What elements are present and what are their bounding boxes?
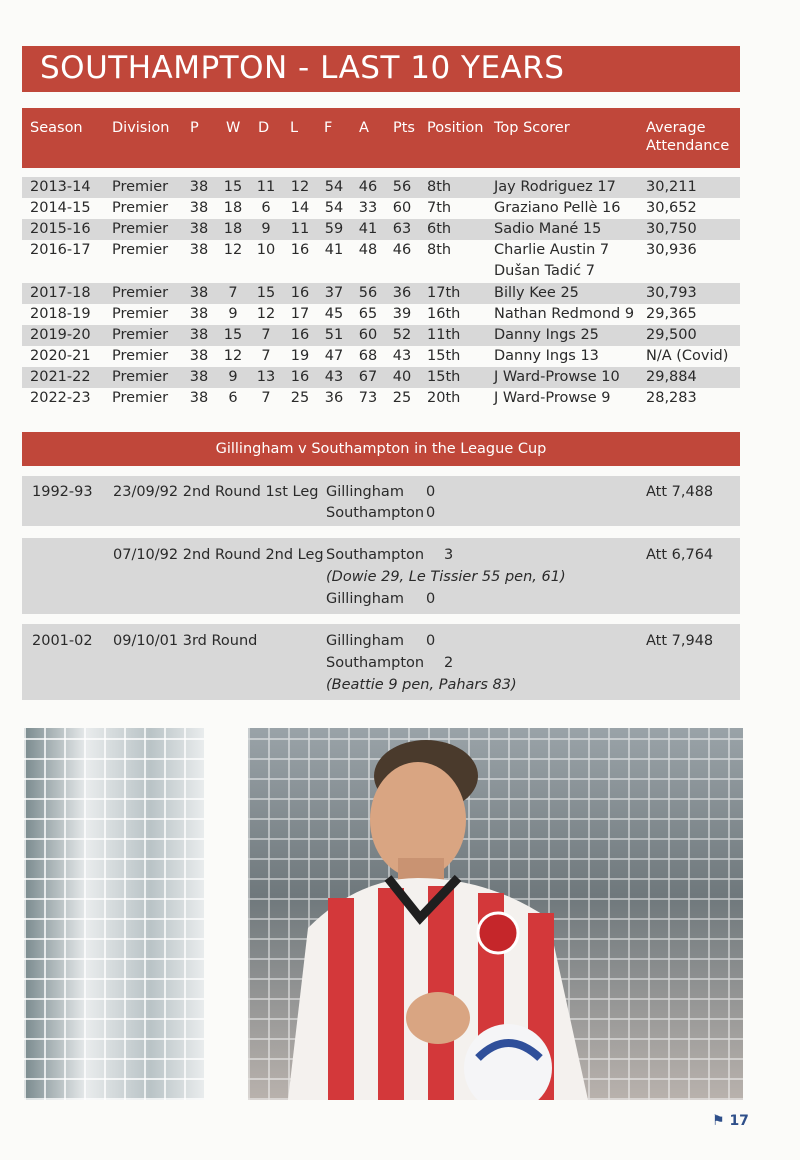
table-row xyxy=(22,367,740,388)
header-pts: Pts xyxy=(393,120,415,136)
cell-season: 2018-19 xyxy=(30,306,91,322)
cell-f: 43 xyxy=(324,369,344,385)
cell-scorer: J Ward-Prowse 9 xyxy=(494,390,611,406)
header-w: W xyxy=(226,120,241,136)
cup-team1: Southampton xyxy=(326,547,425,563)
player-figure xyxy=(248,728,743,1100)
cell-position: 20th xyxy=(427,390,461,406)
cell-season: 2019-20 xyxy=(30,327,91,343)
table-row xyxy=(22,219,740,240)
header-top-scorer: Top Scorer xyxy=(494,120,570,136)
cell-season: 2014-15 xyxy=(30,200,91,216)
cell-division: Premier xyxy=(112,221,169,237)
cell-p: 38 xyxy=(189,179,209,195)
cell-position: 6th xyxy=(427,221,452,237)
cell-d: 9 xyxy=(261,221,271,237)
cell-d: 10 xyxy=(256,242,276,258)
cell-attendance: 30,936 xyxy=(646,242,697,258)
cup-attendance: Att 7,488 xyxy=(646,484,714,500)
cell-d: 7 xyxy=(261,390,271,406)
cell-l: 17 xyxy=(290,306,310,322)
cell-p: 38 xyxy=(189,285,209,301)
cell-a: 67 xyxy=(358,369,378,385)
cell-position: 8th xyxy=(427,242,452,258)
cup-score2: 0 xyxy=(426,591,436,607)
cell-scorer: J Ward-Prowse 10 xyxy=(494,369,620,385)
cell-scorer: Danny Ings 13 xyxy=(494,348,599,364)
cell-a: 65 xyxy=(358,306,378,322)
cell-f: 51 xyxy=(324,327,344,343)
header-position: Position xyxy=(427,120,484,136)
cell-d: 11 xyxy=(256,179,276,195)
cell-l: 16 xyxy=(290,285,310,301)
header-season: Season xyxy=(30,120,83,136)
cell-attendance: 29,884 xyxy=(646,369,697,385)
player-celebration-photo xyxy=(248,728,743,1100)
cell-l: 25 xyxy=(290,390,310,406)
cup-date-round: 07/10/92 2nd Round 2nd Leg xyxy=(113,547,324,563)
cell-season: 2016-17 xyxy=(30,242,91,258)
cell-f: 36 xyxy=(324,390,344,406)
cup-score2: 2 xyxy=(444,655,454,671)
cell-w: 7 xyxy=(228,285,238,301)
cell-position: 15th xyxy=(427,369,461,385)
cell-division: Premier xyxy=(112,327,169,343)
cup-score1: 3 xyxy=(444,547,454,563)
cup-match-3 xyxy=(22,624,740,700)
cell-d: 15 xyxy=(256,285,276,301)
cell-division: Premier xyxy=(112,348,169,364)
cell-a: 68 xyxy=(358,348,378,364)
cell-division: Premier xyxy=(112,390,169,406)
cell-season: 2022-23 xyxy=(30,390,91,406)
cell-f: 54 xyxy=(324,200,344,216)
cell-position: 11th xyxy=(427,327,461,343)
cell-p: 38 xyxy=(189,242,209,258)
league-cup-title: Gillingham v Southampton in the League Cup xyxy=(215,441,547,457)
cell-division: Premier xyxy=(112,200,169,216)
page-number: ⚑ 17 xyxy=(712,1113,749,1129)
cell-w: 12 xyxy=(223,348,243,364)
cell-pts: 25 xyxy=(392,390,412,406)
cell-a: 73 xyxy=(358,390,378,406)
cell-attendance: 28,283 xyxy=(646,390,697,406)
header-l: L xyxy=(290,120,299,136)
cup-attendance: Att 6,764 xyxy=(646,547,714,563)
cell-p: 38 xyxy=(189,221,209,237)
cell-scorer: Jay Rodriguez 17 xyxy=(494,179,616,195)
cup-team1: Gillingham xyxy=(326,633,404,649)
cell-l: 16 xyxy=(290,242,310,258)
cell-d: 12 xyxy=(256,306,276,322)
cell-d: 13 xyxy=(256,369,276,385)
cup-team2: Gillingham xyxy=(326,591,404,607)
cell-p: 38 xyxy=(189,369,209,385)
cup-team2: Southampton xyxy=(326,655,425,671)
cell-attendance: N/A (Covid) xyxy=(646,348,729,364)
cup-match-2 xyxy=(22,538,740,614)
cell-pts: 60 xyxy=(392,200,412,216)
cell-scorer: Charlie Austin 7 xyxy=(494,242,610,258)
cup-attendance: Att 7,948 xyxy=(646,633,714,649)
header-attendance-line2: Attendance xyxy=(646,138,730,154)
cell-position: 7th xyxy=(427,200,452,216)
cell-pts: 56 xyxy=(392,179,412,195)
cell-position: 17th xyxy=(427,285,461,301)
cup-score1: 0 xyxy=(426,484,436,500)
cell-attendance: 30,793 xyxy=(646,285,697,301)
cell-w: 6 xyxy=(228,390,238,406)
header-d: D xyxy=(258,120,270,136)
cell-attendance: 30,750 xyxy=(646,221,697,237)
goal-net-photo xyxy=(24,728,204,1100)
cell-l: 16 xyxy=(290,327,310,343)
cell-d: 6 xyxy=(261,200,271,216)
header-attendance-line1: Average xyxy=(646,120,706,136)
cell-season: 2021-22 xyxy=(30,369,91,385)
cell-position: 8th xyxy=(427,179,452,195)
cell-l: 11 xyxy=(290,221,310,237)
cell-f: 47 xyxy=(324,348,344,364)
cell-scorer: Nathan Redmond 9 xyxy=(494,306,635,322)
cell-position: 16th xyxy=(427,306,461,322)
cell-season: 2013-14 xyxy=(30,179,91,195)
header-a: A xyxy=(359,120,369,136)
cell-season: 2015-16 xyxy=(30,221,91,237)
header-f: F xyxy=(324,120,333,136)
cell-d: 7 xyxy=(261,327,271,343)
cell-season: 2017-18 xyxy=(30,285,91,301)
cell-f: 41 xyxy=(324,242,344,258)
cup-scorers: (Dowie 29, Le Tissier 55 pen, 61) xyxy=(326,569,566,585)
cell-w: 12 xyxy=(223,242,243,258)
cell-pts: 63 xyxy=(392,221,412,237)
cell-division: Premier xyxy=(112,369,169,385)
cell-f: 37 xyxy=(324,285,344,301)
cell-scorer-second: Dušan Tadić 7 xyxy=(494,263,595,279)
cell-division: Premier xyxy=(112,306,169,322)
table-row xyxy=(22,388,740,409)
cell-a: 46 xyxy=(358,179,378,195)
cell-f: 59 xyxy=(324,221,344,237)
cell-pts: 39 xyxy=(392,306,412,322)
cell-p: 38 xyxy=(189,200,209,216)
cell-a: 41 xyxy=(358,221,378,237)
cell-l: 19 xyxy=(290,348,310,364)
cell-l: 12 xyxy=(290,179,310,195)
cup-date-round: 09/10/01 3rd Round xyxy=(113,633,258,649)
club-logo-icon: ⚑ xyxy=(712,1113,730,1129)
cell-w: 9 xyxy=(228,369,238,385)
cup-season: 2001-02 xyxy=(32,633,93,649)
cell-a: 60 xyxy=(358,327,378,343)
cell-pts: 40 xyxy=(392,369,412,385)
cell-division: Premier xyxy=(112,179,169,195)
cell-division: Premier xyxy=(112,242,169,258)
cup-score2: 0 xyxy=(426,505,436,521)
table-row xyxy=(22,325,740,346)
page-title-bar xyxy=(22,46,740,92)
table-row xyxy=(22,304,740,325)
table-row xyxy=(22,198,740,219)
cell-attendance: 29,365 xyxy=(646,306,697,322)
cell-pts: 46 xyxy=(392,242,412,258)
header-p: P xyxy=(190,120,199,136)
cup-match-1 xyxy=(22,476,740,526)
cell-l: 16 xyxy=(290,369,310,385)
league-cup-header xyxy=(22,432,740,466)
table-row xyxy=(22,346,740,367)
cell-division: Premier xyxy=(112,285,169,301)
cell-scorer: Graziano Pellè 16 xyxy=(494,200,621,216)
cup-score1: 0 xyxy=(426,633,436,649)
cell-position: 15th xyxy=(427,348,461,364)
page-title: SOUTHAMPTON - LAST 10 YEARS xyxy=(40,50,565,86)
cell-attendance: 30,211 xyxy=(646,179,697,195)
table-header xyxy=(22,108,740,168)
cell-f: 54 xyxy=(324,179,344,195)
cell-l: 14 xyxy=(290,200,310,216)
cell-w: 18 xyxy=(223,221,243,237)
cell-p: 38 xyxy=(189,390,209,406)
cell-p: 38 xyxy=(189,348,209,364)
cell-d: 7 xyxy=(261,348,271,364)
cell-a: 48 xyxy=(358,242,378,258)
cell-attendance: 29,500 xyxy=(646,327,697,343)
cell-f: 45 xyxy=(324,306,344,322)
cell-attendance: 30,652 xyxy=(646,200,697,216)
cell-pts: 36 xyxy=(392,285,412,301)
cup-season: 1992-93 xyxy=(32,484,93,500)
cell-w: 18 xyxy=(223,200,243,216)
cell-scorer: Sadio Mané 15 xyxy=(494,221,602,237)
cup-date-round: 23/09/92 2nd Round 1st Leg xyxy=(113,484,319,500)
cell-w: 15 xyxy=(223,327,243,343)
cell-p: 38 xyxy=(189,327,209,343)
cup-team2: Southampton xyxy=(326,505,425,521)
table-row xyxy=(22,283,740,304)
cell-pts: 43 xyxy=(392,348,412,364)
table-row xyxy=(22,177,740,198)
cell-scorer: Danny Ings 25 xyxy=(494,327,599,343)
cup-team1: Gillingham xyxy=(326,484,404,500)
cell-p: 38 xyxy=(189,306,209,322)
cell-w: 15 xyxy=(223,179,243,195)
cup-scorers: (Beattie 9 pen, Pahars 83) xyxy=(326,677,517,693)
cell-a: 33 xyxy=(358,200,378,216)
cell-a: 56 xyxy=(358,285,378,301)
header-division: Division xyxy=(112,120,170,136)
cell-pts: 52 xyxy=(392,327,412,343)
table-row xyxy=(22,240,740,283)
cell-w: 9 xyxy=(228,306,238,322)
cell-season: 2020-21 xyxy=(30,348,91,364)
cell-scorer: Billy Kee 25 xyxy=(494,285,579,301)
